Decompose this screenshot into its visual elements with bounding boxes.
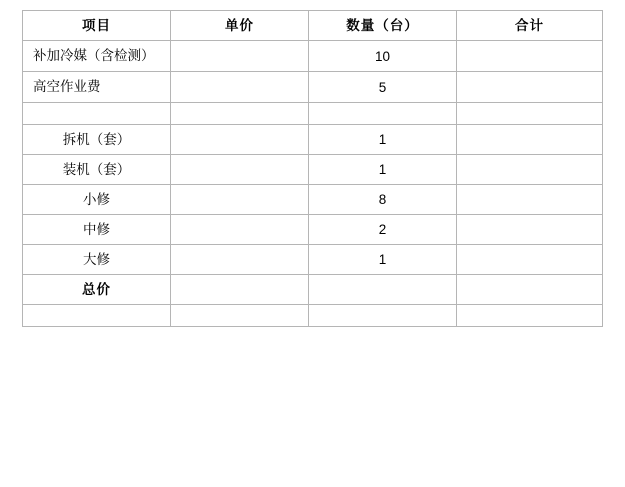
cell-quantity: 2 [309,215,457,245]
cell-quantity [309,305,457,327]
table-row [23,155,603,185]
table-header-row [23,11,603,41]
table-row [23,41,603,72]
price-table [22,10,603,327]
cell-unit-price [171,72,309,103]
header-cell-unit-price: 单价 [171,11,309,41]
table-row [23,215,603,245]
cell-unit-price [171,245,309,275]
table-row [23,305,603,327]
cell-total [457,215,603,245]
table-row [23,103,603,125]
cell-quantity [309,103,457,125]
cell-total [457,275,603,305]
cell-item [23,305,171,327]
cell-total [457,305,603,327]
cell-unit-price [171,185,309,215]
cell-quantity: 5 [309,72,457,103]
table-row [23,245,603,275]
header-cell-total: 合计 [457,11,603,41]
cell-quantity: 1 [309,155,457,185]
cell-quantity: 1 [309,125,457,155]
cell-total [457,155,603,185]
cell-item: 补加冷媒（含检测） [23,41,171,72]
cell-total [457,245,603,275]
header-cell-quantity: 数量（台） [309,11,457,41]
cell-quantity [309,275,457,305]
cell-total [457,41,603,72]
cell-item [23,103,171,125]
table-row [23,275,603,305]
cell-unit-price [171,125,309,155]
cell-item: 拆机（套） [23,125,171,155]
cell-quantity: 10 [309,41,457,72]
cell-quantity: 8 [309,185,457,215]
cell-total [457,125,603,155]
cell-total [457,72,603,103]
cell-total [457,103,603,125]
cell-unit-price [171,275,309,305]
cell-unit-price [171,103,309,125]
cell-item: 大修 [23,245,171,275]
cell-unit-price [171,155,309,185]
cell-item: 总价 [23,275,171,305]
cell-item: 高空作业费 [23,72,171,103]
cell-item: 装机（套） [23,155,171,185]
cell-item: 小修 [23,185,171,215]
table-row [23,72,603,103]
table-row [23,125,603,155]
header-cell-item: 项目 [23,11,171,41]
table-body [23,11,603,327]
cell-unit-price [171,41,309,72]
cell-unit-price [171,215,309,245]
cell-item: 中修 [23,215,171,245]
cell-quantity: 1 [309,245,457,275]
cell-unit-price [171,305,309,327]
table-row [23,185,603,215]
cell-total [457,185,603,215]
